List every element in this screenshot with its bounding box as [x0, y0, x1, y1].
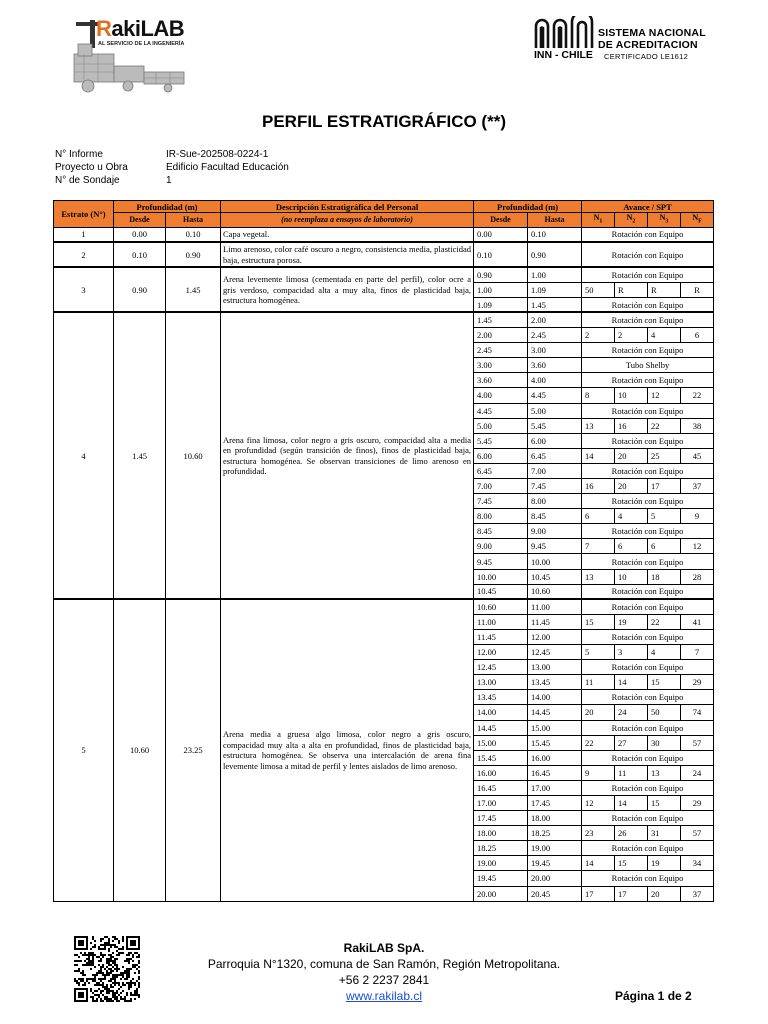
sample-desde: 7.00 [474, 479, 528, 494]
sample-desde: 1.09 [474, 297, 528, 312]
sample-desde: 12.45 [474, 660, 528, 675]
meta-value: IR-Sue-202508-0224-1 [166, 149, 269, 160]
sample-hasta: 19.00 [528, 841, 582, 856]
table-row [54, 242, 714, 267]
sample-desde: 6.45 [474, 463, 528, 478]
spt-n1: 20 [582, 705, 615, 720]
inn-label: INN - CHILE [534, 49, 593, 61]
sample-hasta: 3.00 [528, 343, 582, 358]
spt-n2: 11 [615, 765, 648, 780]
advance-method: Rotación con Equipo [582, 312, 714, 327]
inn-chile-logo [532, 16, 712, 64]
spt-n1: 11 [582, 675, 615, 690]
meta-value: Edificio Facultad Educación [166, 162, 289, 173]
sample-hasta: 7.45 [528, 479, 582, 494]
advance-method: Rotación con Equipo [582, 267, 714, 282]
sample-desde: 10.60 [474, 599, 528, 614]
table-row [54, 312, 714, 327]
spt-nf: 29 [681, 675, 714, 690]
spt-nf: 57 [681, 826, 714, 841]
spt-nf: 74 [681, 705, 714, 720]
advance-method: Rotación con Equipo [582, 403, 714, 418]
estrato-desde: 0.00 [114, 227, 166, 242]
spt-n3: 13 [648, 765, 681, 780]
spt-n1: 7 [582, 539, 615, 554]
sample-desde: 10.00 [474, 569, 528, 584]
spt-n1: 23 [582, 826, 615, 841]
sample-hasta: 18.00 [528, 811, 582, 826]
spt-nf: R [681, 282, 714, 297]
footer-company: RakiLAB SpA. [343, 941, 425, 955]
advance-method: Rotación con Equipo [582, 720, 714, 735]
advance-method: Rotación con Equipo [582, 494, 714, 509]
sample-hasta: 7.00 [528, 463, 582, 478]
header-avance-spt: Avance / SPT [582, 201, 714, 213]
sample-desde: 11.45 [474, 629, 528, 644]
advance-method: Rotación con Equipo [582, 297, 714, 312]
sample-hasta: 11.45 [528, 614, 582, 629]
sample-hasta: 10.00 [528, 554, 582, 569]
spt-n3: 20 [648, 886, 681, 901]
spt-n2: 6 [615, 539, 648, 554]
certificate-number: CERTIFICADO LE1612 [604, 52, 689, 61]
sample-hasta: 15.45 [528, 735, 582, 750]
spt-n3: 15 [648, 795, 681, 810]
header-estrato: Estrato (N°) [54, 201, 114, 228]
spt-n1: 8 [582, 388, 615, 403]
sample-hasta: 14.45 [528, 705, 582, 720]
sample-desde: 14.00 [474, 705, 528, 720]
spt-n2: 3 [615, 645, 648, 660]
sample-hasta: 16.00 [528, 750, 582, 765]
spt-nf: 45 [681, 448, 714, 463]
sample-desde: 6.00 [474, 448, 528, 463]
sample-hasta: 5.00 [528, 403, 582, 418]
spt-n1: 17 [582, 886, 615, 901]
estrato-description: Arena media a gruesa algo limosa, color negro a gris oscuro, compacidad muy alta a alta en profundidad, finos de plasticidad baja, estructura homogénea. Se observa una intercalación de arena fina levemente limosa a mitad de perfil y lentes aislados de limo arenoso. [221, 599, 474, 901]
estrato-description: Arena fina limosa, color negro a gris oscuro, compacidad alta a media en profundidad (según transición de finos), finos de plasticidad baja, estructura homogénea. Se observan transiciones de limo arenoso en profundidad. [221, 312, 474, 599]
spt-n3: 12 [648, 388, 681, 403]
advance-method: Rotación con Equipo [582, 599, 714, 614]
estrato-hasta: 0.90 [166, 242, 221, 267]
header-n1: $N_1$ [582, 213, 615, 228]
spt-n3: 25 [648, 448, 681, 463]
spt-nf: 7 [681, 645, 714, 660]
table-row [54, 227, 714, 242]
advance-method: Tubo Shelby [582, 358, 714, 373]
spt-n3: 4 [648, 328, 681, 343]
spt-nf: 22 [681, 388, 714, 403]
brand-name: RakiLAB [96, 16, 185, 41]
estrato-desde: 1.45 [114, 312, 166, 599]
spt-nf: 29 [681, 795, 714, 810]
sample-desde: 3.00 [474, 358, 528, 373]
spt-nf: 6 [681, 328, 714, 343]
spt-n2: 24 [615, 705, 648, 720]
advance-method: Rotación con Equipo [582, 343, 714, 358]
sample-desde: 13.45 [474, 690, 528, 705]
spt-nf: 24 [681, 765, 714, 780]
sample-desde: 10.45 [474, 584, 528, 599]
sample-hasta: 16.45 [528, 765, 582, 780]
spt-nf: 12 [681, 539, 714, 554]
sample-hasta: 1.00 [528, 267, 582, 282]
sample-desde: 9.00 [474, 539, 528, 554]
footer-phone: +56 2 2237 2841 [338, 973, 430, 987]
spt-n2: 4 [615, 509, 648, 524]
accreditation-line2: DE ACREDITACION [598, 39, 698, 51]
advance-method: Rotación con Equipo [582, 629, 714, 644]
sample-hasta: 9.00 [528, 524, 582, 539]
spt-n2: 20 [615, 448, 648, 463]
estrato-desde: 0.10 [114, 242, 166, 267]
spt-n1: 14 [582, 856, 615, 871]
sample-hasta: 0.90 [528, 242, 582, 267]
sample-hasta: 12.00 [528, 629, 582, 644]
meta-label: N° de Sondaje [55, 175, 120, 186]
sample-desde: 15.00 [474, 735, 528, 750]
sample-desde: 12.00 [474, 645, 528, 660]
spt-n2: 27 [615, 735, 648, 750]
sample-desde: 18.25 [474, 841, 528, 856]
page-title: PERFIL ESTRATIGRÁFICO (**) [262, 112, 506, 131]
sample-hasta: 20.45 [528, 886, 582, 901]
spt-n3: 19 [648, 856, 681, 871]
sample-hasta: 13.45 [528, 675, 582, 690]
advance-method: Rotación con Equipo [582, 690, 714, 705]
header-profundidad-2: Profundidad (m) [474, 201, 582, 213]
meta-row-proyecto [55, 161, 289, 174]
spt-n3: 22 [648, 614, 681, 629]
table-row [54, 599, 714, 614]
sample-hasta: 1.09 [528, 282, 582, 297]
header-desde: Desde [114, 213, 166, 228]
advance-method: Rotación con Equipo [582, 584, 714, 599]
estrato-number: 1 [54, 227, 114, 242]
report-meta [55, 148, 289, 187]
sample-desde: 1.00 [474, 282, 528, 297]
spt-n3: 6 [648, 539, 681, 554]
sample-desde: 8.00 [474, 509, 528, 524]
table-row [54, 267, 714, 282]
header-hasta-2: Hasta [528, 213, 582, 228]
sample-hasta: 12.45 [528, 645, 582, 660]
spt-n2: 17 [615, 886, 648, 901]
estrato-hasta: 1.45 [166, 267, 221, 312]
estrato-description: Limo arenoso, color café oscuro a negro, consistencia media, plasticidad baja, estructura porosa. [221, 242, 474, 267]
advance-method: Rotación con Equipo [582, 660, 714, 675]
spt-n3: 31 [648, 826, 681, 841]
spt-n1: 16 [582, 479, 615, 494]
spt-n1: 2 [582, 328, 615, 343]
sample-desde: 4.00 [474, 388, 528, 403]
spt-n2: 14 [615, 795, 648, 810]
spt-n1: 12 [582, 795, 615, 810]
advance-method: Rotación con Equipo [582, 554, 714, 569]
spt-n1: 9 [582, 765, 615, 780]
estrato-number: 5 [54, 599, 114, 901]
meta-row-sondaje [55, 174, 289, 187]
spt-nf: 37 [681, 886, 714, 901]
sample-desde: 19.00 [474, 856, 528, 871]
sample-hasta: 20.00 [528, 871, 582, 886]
estrato-description: Arena levemente limosa (cementada en parte del perfil), color ocre a gris verdoso, compacidad alta a muy alta, finos de plasticidad baja, estructura homogénea. [221, 267, 474, 312]
spt-n3: R [648, 282, 681, 297]
sample-desde: 15.45 [474, 750, 528, 765]
sample-desde: 3.60 [474, 373, 528, 388]
sample-hasta: 8.45 [528, 509, 582, 524]
estrato-desde: 0.90 [114, 267, 166, 312]
spt-n2: 26 [615, 826, 648, 841]
sample-hasta: 6.00 [528, 433, 582, 448]
sample-desde: 17.00 [474, 795, 528, 810]
footer-website-link[interactable]: www.rakilab.cl [345, 989, 423, 1003]
spt-nf: 37 [681, 479, 714, 494]
spt-n1: 15 [582, 614, 615, 629]
sample-hasta: 3.60 [528, 358, 582, 373]
stratigraphic-table [53, 200, 714, 902]
spt-n3: 22 [648, 418, 681, 433]
sample-hasta: 1.45 [528, 297, 582, 312]
spt-nf: 41 [681, 614, 714, 629]
sample-desde: 2.00 [474, 328, 528, 343]
header-descripcion: Descripción Estratigráfica del Personal [221, 201, 474, 213]
sample-desde: 0.90 [474, 267, 528, 282]
spt-n2: 10 [615, 569, 648, 584]
advance-method: Rotación con Equipo [582, 373, 714, 388]
sample-desde: 18.00 [474, 826, 528, 841]
advance-method: Rotación con Equipo [582, 242, 714, 267]
sample-hasta: 5.45 [528, 418, 582, 433]
sample-hasta: 17.00 [528, 780, 582, 795]
spt-n2: 10 [615, 388, 648, 403]
sample-desde: 4.45 [474, 403, 528, 418]
spt-n2: 19 [615, 614, 648, 629]
sample-desde: 17.45 [474, 811, 528, 826]
spt-nf: 38 [681, 418, 714, 433]
rakilab-logo [68, 14, 198, 96]
meta-label: N° Informe [55, 149, 103, 160]
sample-desde: 1.45 [474, 312, 528, 327]
spt-n2: 14 [615, 675, 648, 690]
spt-n2: 2 [615, 328, 648, 343]
header-descripcion-note: (no reemplaza a ensayos de laboratorio) [221, 213, 474, 228]
inn-logo-mark [532, 16, 596, 50]
sample-desde: 5.45 [474, 433, 528, 448]
estrato-hasta: 23.25 [166, 599, 221, 901]
spt-nf: 34 [681, 856, 714, 871]
sample-hasta: 10.60 [528, 584, 582, 599]
spt-n1: 50 [582, 282, 615, 297]
spt-n3: 4 [648, 645, 681, 660]
header-desde-2: Desde [474, 213, 528, 228]
sample-hasta: 14.00 [528, 690, 582, 705]
sample-desde: 2.45 [474, 343, 528, 358]
header-nf: $N_F$ [681, 213, 714, 228]
advance-method: Rotación con Equipo [582, 841, 714, 856]
sample-hasta: 0.10 [528, 227, 582, 242]
advance-method: Rotación con Equipo [582, 750, 714, 765]
table-body [54, 227, 714, 901]
spt-n1: 5 [582, 645, 615, 660]
page-number: Página 1 de 2 [615, 989, 692, 1003]
sample-desde: 14.45 [474, 720, 528, 735]
sample-hasta: 9.45 [528, 539, 582, 554]
sample-desde: 7.45 [474, 494, 528, 509]
spt-n1: 22 [582, 735, 615, 750]
spt-n2: R [615, 282, 648, 297]
spt-n3: 18 [648, 569, 681, 584]
meta-value: 1 [166, 175, 172, 186]
spt-nf: 57 [681, 735, 714, 750]
spt-n3: 50 [648, 705, 681, 720]
spt-n2: 16 [615, 418, 648, 433]
sample-hasta: 2.45 [528, 328, 582, 343]
advance-method: Rotación con Equipo [582, 780, 714, 795]
sample-hasta: 15.00 [528, 720, 582, 735]
sample-desde: 19.45 [474, 871, 528, 886]
header-hasta: Hasta [166, 213, 221, 228]
sample-hasta: 2.00 [528, 312, 582, 327]
advance-method: Rotación con Equipo [582, 227, 714, 242]
sample-hasta: 8.00 [528, 494, 582, 509]
spt-n1: 6 [582, 509, 615, 524]
advance-method: Rotación con Equipo [582, 811, 714, 826]
spt-n3: 30 [648, 735, 681, 750]
estrato-description: Capa vegetal. [221, 227, 474, 242]
footer-address: Parroquia N°1320, comuna de San Ramón, Región Metropolitana. [207, 957, 561, 971]
sample-hasta: 4.00 [528, 373, 582, 388]
spt-n3: 17 [648, 479, 681, 494]
spt-n3: 5 [648, 509, 681, 524]
sample-desde: 16.45 [474, 780, 528, 795]
sample-hasta: 10.45 [528, 569, 582, 584]
advance-method: Rotación con Equipo [582, 433, 714, 448]
spt-nf: 9 [681, 509, 714, 524]
sample-desde: 9.45 [474, 554, 528, 569]
sample-hasta: 6.45 [528, 448, 582, 463]
sample-desde: 16.00 [474, 765, 528, 780]
estrato-number: 4 [54, 312, 114, 599]
spt-n1: 13 [582, 569, 615, 584]
advance-method: Rotación con Equipo [582, 524, 714, 539]
sample-desde: 8.45 [474, 524, 528, 539]
sample-hasta: 19.45 [528, 856, 582, 871]
meta-label: Proyecto u Obra [55, 162, 128, 173]
header-n2: $N_2$ [615, 213, 648, 228]
sample-desde: 20.00 [474, 886, 528, 901]
spt-n2: 15 [615, 856, 648, 871]
estrato-desde: 10.60 [114, 599, 166, 901]
sample-desde: 5.00 [474, 418, 528, 433]
sample-desde: 13.00 [474, 675, 528, 690]
brand-tagline: AL SERVICIO DE LA INGENIERÍA [98, 41, 185, 47]
sample-desde: 0.10 [474, 242, 528, 267]
estrato-hasta: 10.60 [166, 312, 221, 599]
sample-hasta: 18.25 [528, 826, 582, 841]
advance-method: Rotación con Equipo [582, 463, 714, 478]
sample-desde: 11.00 [474, 614, 528, 629]
sample-hasta: 11.00 [528, 599, 582, 614]
spt-n2: 20 [615, 479, 648, 494]
advance-method: Rotación con Equipo [582, 871, 714, 886]
sample-hasta: 4.45 [528, 388, 582, 403]
header-profundidad: Profundidad (m) [114, 201, 221, 213]
meta-row-informe [55, 148, 289, 161]
header-n3: $N_3$ [648, 213, 681, 228]
estrato-number: 2 [54, 242, 114, 267]
spt-nf: 28 [681, 569, 714, 584]
spt-n1: 14 [582, 448, 615, 463]
estrato-hasta: 0.10 [166, 227, 221, 242]
spt-n3: 15 [648, 675, 681, 690]
sample-desde: 0.00 [474, 227, 528, 242]
estrato-number: 3 [54, 267, 114, 312]
accreditation-line1: SISTEMA NACIONAL [598, 27, 706, 39]
sample-hasta: 17.45 [528, 795, 582, 810]
sample-hasta: 13.00 [528, 660, 582, 675]
spt-n1: 13 [582, 418, 615, 433]
